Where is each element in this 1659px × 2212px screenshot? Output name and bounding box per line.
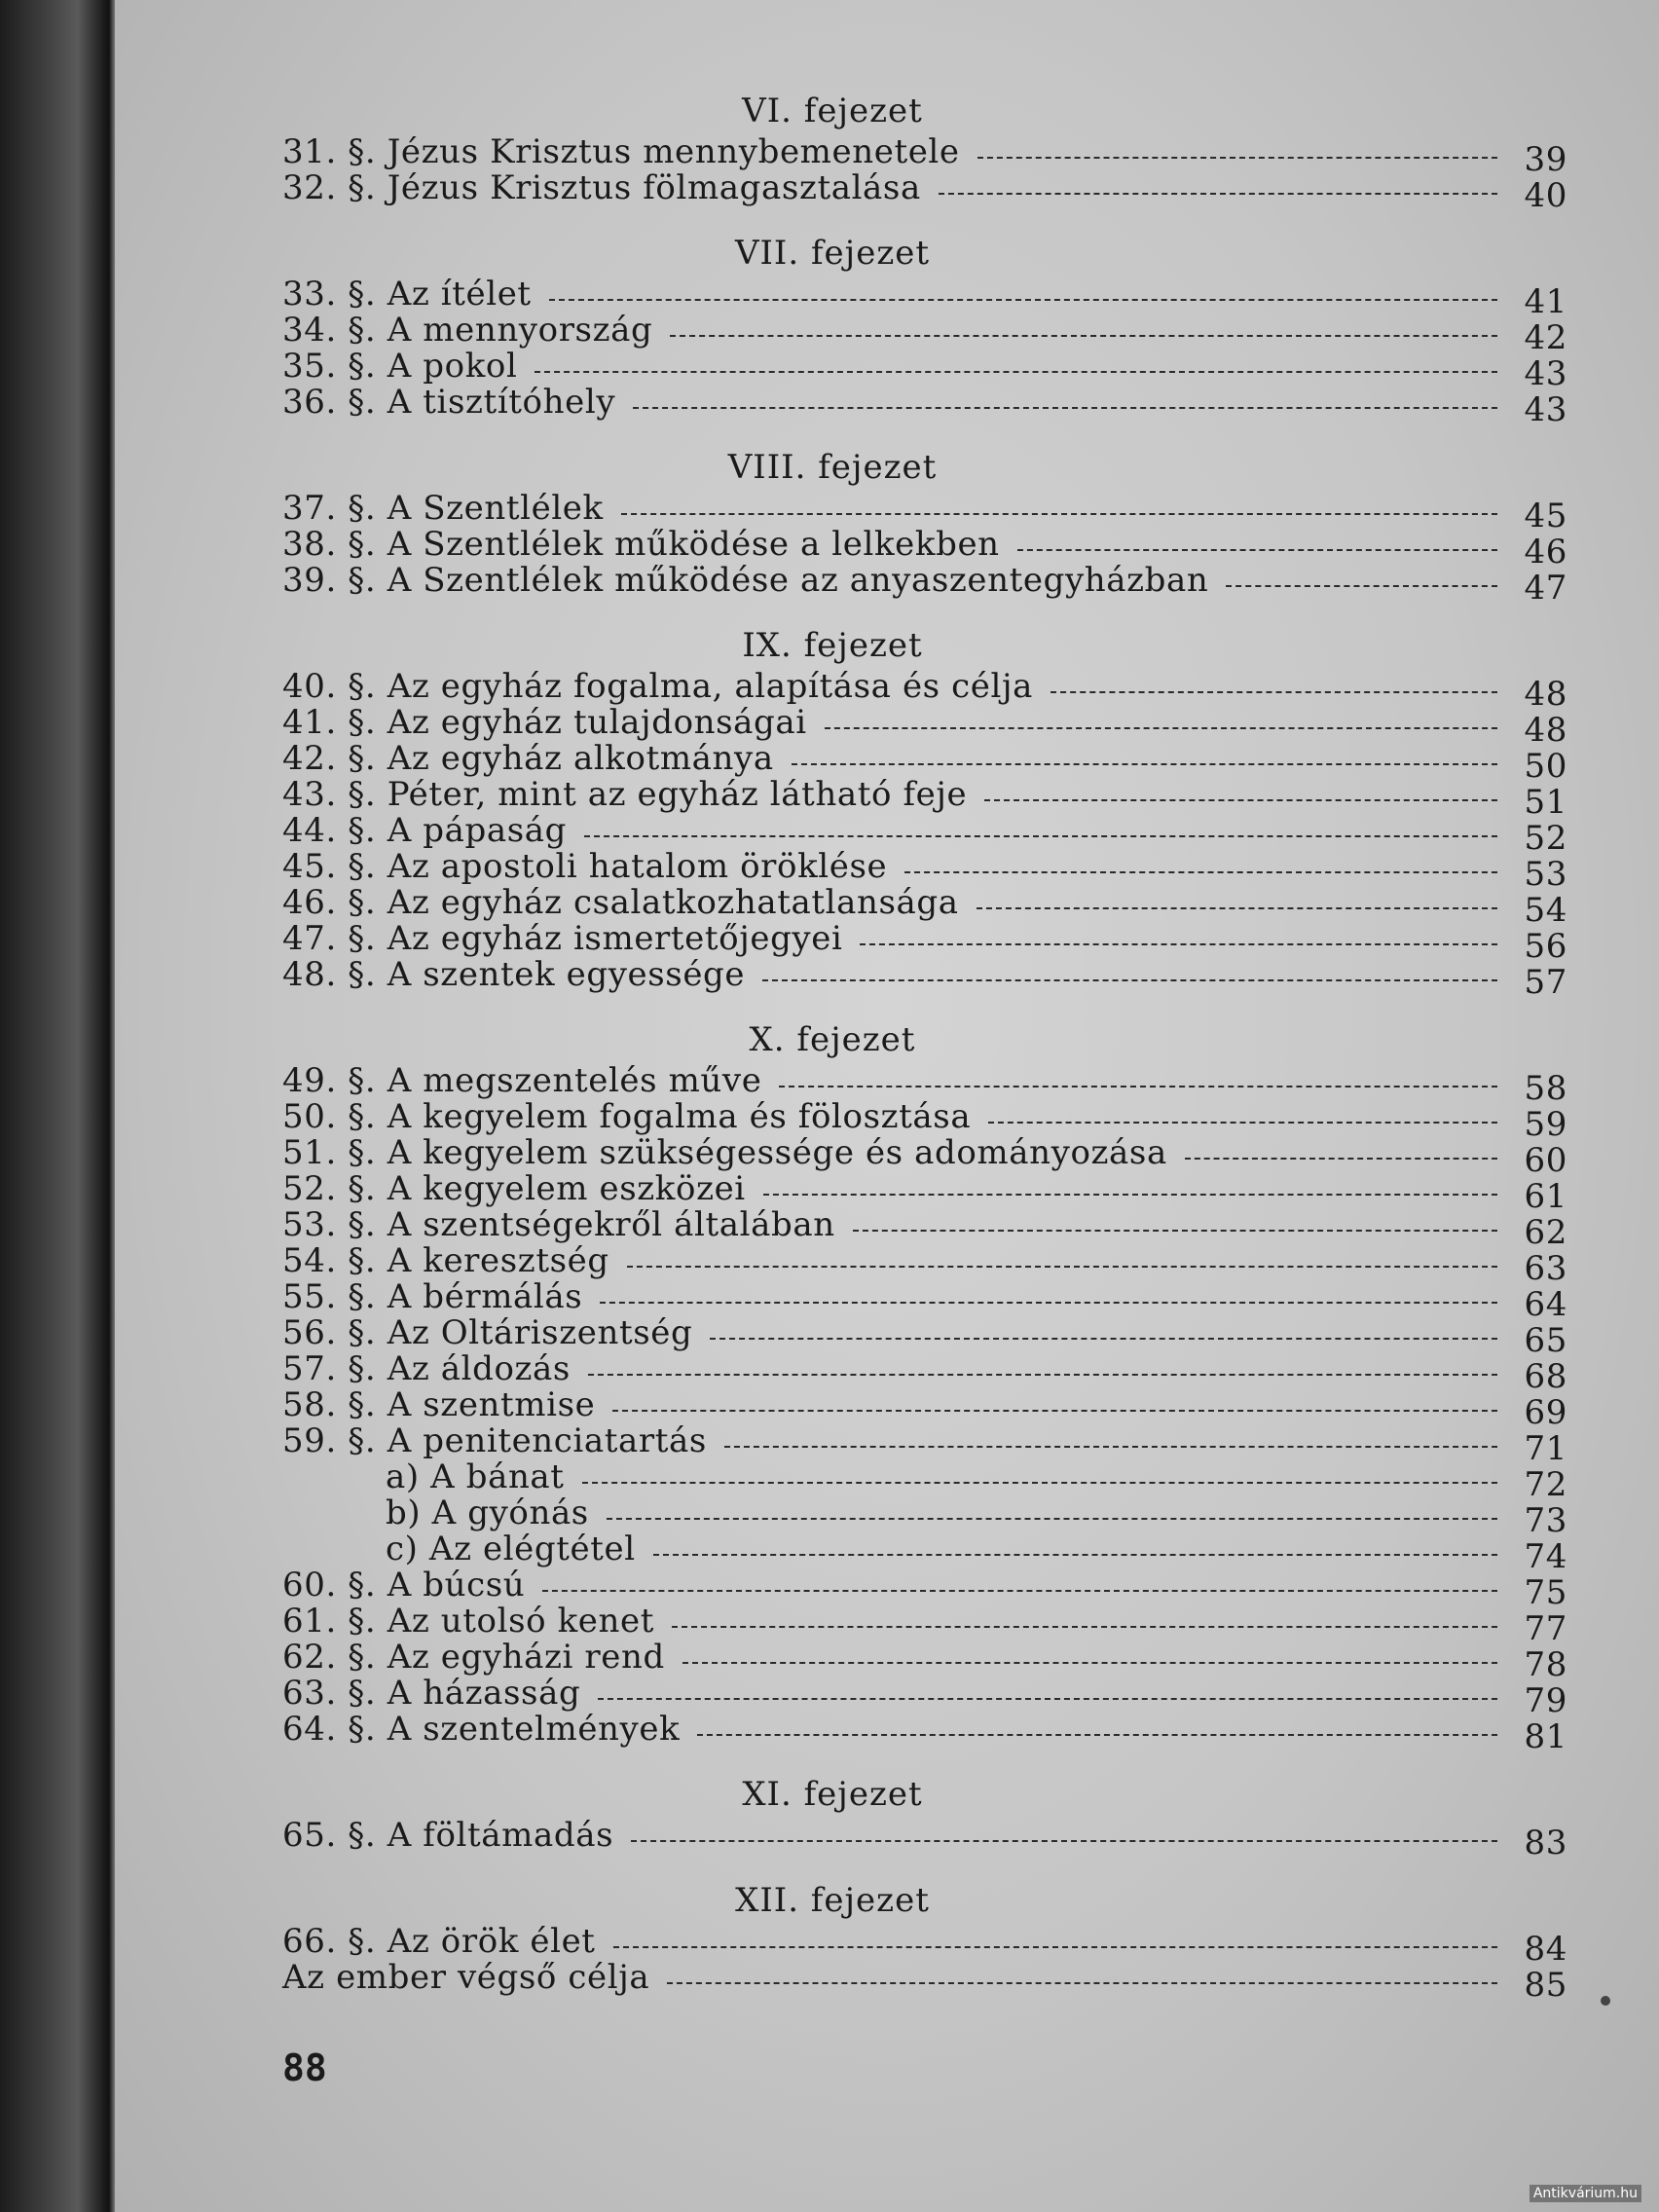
entry-title: 50. §. A kegyelem fogalma és fölosztása (282, 1097, 972, 1136)
entry-page-number: 68 (1524, 1357, 1567, 1396)
toc-entry (282, 1061, 1567, 1108)
entry-page-number: 54 (1524, 891, 1567, 930)
toc-entry (282, 525, 1567, 571)
dash-leader (724, 1446, 1497, 1448)
entry-title: 31. §. Jézus Krisztus mennybemenetele (282, 132, 960, 171)
dash-leader (588, 1374, 1497, 1376)
entry-title: 38. §. A Szentlélek működése a lelkekben (282, 525, 1000, 564)
toc-entry (282, 811, 1567, 858)
toc-entry (282, 1530, 1567, 1576)
chapter-heading: IX. fejezet (742, 626, 923, 665)
toc-entry (282, 1349, 1567, 1396)
dash-leader (710, 1338, 1497, 1340)
entry-page-number: 59 (1524, 1105, 1567, 1144)
dash-leader (853, 1230, 1497, 1232)
dash-leader (697, 1734, 1497, 1736)
toc-entry (282, 1169, 1567, 1216)
entry-title: 46. §. Az egyház csalatkozhatatlansága (282, 883, 959, 922)
toc-entry (282, 667, 1567, 714)
toc-entry (282, 847, 1567, 894)
dash-leader (904, 871, 1497, 873)
entry-page-number: 83 (1524, 1824, 1567, 1862)
watermark: Antikvárium.hu (1530, 2185, 1641, 2202)
section-spacer (282, 1748, 1567, 1771)
entry-title: 33. §. Az ítélet (282, 275, 532, 313)
entry-page-number: 48 (1524, 711, 1567, 750)
dash-leader (763, 1194, 1497, 1196)
entry-title: a) A bánat (386, 1457, 565, 1496)
book-spine (0, 0, 115, 2212)
entry-title: 47. §. Az egyház ismertetőjegyei (282, 919, 843, 958)
dash-leader (613, 1946, 1497, 1948)
entry-title: 64. §. A szentelmények (282, 1710, 681, 1749)
entry-page-number: 50 (1524, 747, 1567, 786)
ink-spot (1601, 1996, 1610, 2006)
dash-leader (939, 193, 1497, 195)
entry-page-number: 85 (1524, 1966, 1567, 2005)
entry-page-number: 39 (1524, 140, 1567, 179)
entry-title: 62. §. Az egyházi rend (282, 1638, 665, 1677)
entry-page-number: 72 (1524, 1465, 1567, 1504)
entry-title: 57. §. Az áldozás (282, 1349, 571, 1388)
dash-leader (1226, 585, 1497, 587)
table-of-contents (282, 88, 1567, 2005)
toc-entry (282, 1602, 1567, 1648)
toc-entry (282, 1710, 1567, 1756)
toc-entry (282, 1958, 1567, 2005)
dash-leader (779, 1086, 1497, 1088)
entry-title: 43. §. Péter, mint az egyház látható feje (282, 775, 968, 814)
entry-title: 54. §. A keresztség (282, 1241, 609, 1280)
toc-entry (282, 132, 1567, 179)
entry-page-number: 71 (1524, 1429, 1567, 1468)
entry-title: 61. §. Az utolsó kenet (282, 1602, 655, 1641)
section-spacer (282, 599, 1567, 622)
toc-entry (282, 168, 1567, 215)
entry-page-number: 43 (1524, 390, 1567, 429)
dash-leader (633, 407, 1497, 409)
dash-leader (670, 335, 1497, 337)
toc-entry (282, 1493, 1567, 1540)
entry-page-number: 56 (1524, 927, 1567, 966)
toc-entry (282, 1922, 1567, 1969)
entry-title: 55. §. A bérmálás (282, 1277, 583, 1316)
toc-entry (282, 311, 1567, 357)
dash-leader (1051, 691, 1497, 693)
section-spacer (282, 993, 1567, 1016)
toc-entry (282, 347, 1567, 393)
chapter-heading: XI. fejezet (742, 1775, 923, 1814)
entry-title: 39. §. A Szentlélek működése az anyaszentegyházban (282, 561, 1209, 600)
toc-entry (282, 703, 1567, 750)
entry-page-number: 58 (1524, 1069, 1567, 1108)
entry-title: 41. §. Az egyház tulajdonságai (282, 703, 807, 742)
dash-leader (762, 979, 1497, 981)
entry-page-number: 48 (1524, 675, 1567, 714)
entry-page-number: 74 (1524, 1537, 1567, 1576)
entry-title: 49. §. A megszentelés műve (282, 1061, 762, 1100)
chapter-heading: XII. fejezet (735, 1881, 930, 1920)
entry-page-number: 75 (1524, 1573, 1567, 1612)
toc-entry (282, 1674, 1567, 1720)
entry-title: c) Az elégtétel (386, 1530, 636, 1568)
dash-leader (584, 835, 1497, 837)
entry-page-number: 51 (1524, 783, 1567, 822)
toc-entry (282, 1457, 1567, 1504)
entry-page-number: 77 (1524, 1609, 1567, 1648)
entry-page-number: 40 (1524, 176, 1567, 215)
dash-leader (984, 799, 1497, 801)
entry-page-number: 43 (1524, 354, 1567, 393)
dash-leader (672, 1626, 1497, 1628)
entry-title: b) A gyónás (386, 1493, 589, 1532)
entry-page-number: 60 (1524, 1141, 1567, 1180)
section-spacer (282, 206, 1567, 230)
toc-entry (282, 1313, 1567, 1360)
toc-entry (282, 1421, 1567, 1468)
entry-page-number: 41 (1524, 282, 1567, 321)
toc-entry (282, 1241, 1567, 1288)
dash-leader (653, 1554, 1497, 1556)
entry-title: 51. §. A kegyelem szükségessége és adományozása (282, 1133, 1167, 1172)
toc-entry (282, 275, 1567, 321)
toc-entry (282, 1638, 1567, 1684)
entry-title: 53. §. A szentségekről általában (282, 1205, 835, 1244)
entry-page-number: 42 (1524, 318, 1567, 357)
entry-title: 44. §. A pápaság (282, 811, 568, 850)
entry-page-number: 84 (1524, 1930, 1567, 1969)
entry-page-number: 62 (1524, 1213, 1567, 1252)
dash-leader (977, 907, 1497, 909)
entry-title: 34. §. A mennyország (282, 311, 653, 350)
dash-leader (621, 513, 1497, 515)
toc-entry (282, 955, 1567, 1002)
dash-leader (612, 1410, 1497, 1412)
entry-page-number: 69 (1524, 1393, 1567, 1432)
toc-entry (282, 1816, 1567, 1862)
entry-title: 65. §. A föltámadás (282, 1816, 614, 1855)
entry-title: 63. §. A házasság (282, 1674, 581, 1713)
dash-leader (1017, 549, 1497, 551)
toc-entry (282, 775, 1567, 822)
dash-leader (682, 1662, 1497, 1664)
entry-title: 52. §. A kegyelem eszközei (282, 1169, 746, 1208)
toc-entry (282, 1566, 1567, 1612)
entry-page-number: 63 (1524, 1249, 1567, 1288)
chapter-heading: X. fejezet (749, 1020, 916, 1059)
dash-leader (598, 1698, 1497, 1700)
toc-entry (282, 561, 1567, 608)
dash-leader (977, 157, 1497, 159)
toc-entry (282, 489, 1567, 535)
entry-page-number: 47 (1524, 569, 1567, 608)
entry-page-number: 64 (1524, 1285, 1567, 1324)
section-spacer (282, 421, 1567, 444)
entry-title: 58. §. A szentmise (282, 1385, 596, 1424)
toc-entry (282, 1277, 1567, 1324)
toc-entry (282, 739, 1567, 786)
dash-leader (1185, 1158, 1497, 1160)
entry-title: 40. §. Az egyház fogalma, alapítása és célja (282, 667, 1033, 706)
toc-entry (282, 919, 1567, 966)
dash-leader (549, 299, 1497, 301)
entry-title: 42. §. Az egyház alkotmánya (282, 739, 774, 778)
entry-title: 56. §. Az Oltáriszentség (282, 1313, 693, 1352)
page-number: 88 (282, 2046, 327, 2089)
dash-leader (600, 1302, 1497, 1304)
entry-title: 32. §. Jézus Krisztus fölmagasztalása (282, 168, 921, 207)
entry-title: 37. §. A Szentlélek (282, 489, 604, 528)
section-spacer (282, 1854, 1567, 1877)
dash-leader (860, 943, 1497, 945)
toc-entry (282, 1385, 1567, 1432)
entry-page-number: 53 (1524, 855, 1567, 894)
dash-leader (535, 371, 1497, 373)
toc-entry (282, 1097, 1567, 1144)
chapter-heading: VII. fejezet (734, 234, 931, 273)
dash-leader (582, 1482, 1497, 1484)
dash-leader (792, 763, 1497, 765)
toc-entry (282, 1133, 1567, 1180)
toc-entry (282, 383, 1567, 429)
entry-page-number: 79 (1524, 1681, 1567, 1720)
entry-title: 59. §. A penitenciatartás (282, 1421, 707, 1460)
chapter-heading: VIII. fejezet (727, 448, 938, 487)
entry-title: 48. §. A szentek egyessége (282, 955, 746, 994)
toc-entry (282, 1205, 1567, 1252)
chapter-heading: VI. fejezet (742, 92, 923, 130)
entry-page-number: 45 (1524, 497, 1567, 535)
entry-title: 66. §. Az örök élet (282, 1922, 596, 1961)
entry-page-number: 52 (1524, 819, 1567, 858)
entry-page-number: 61 (1524, 1177, 1567, 1216)
entry-title: 45. §. Az apostoli hatalom öröklése (282, 847, 888, 886)
dash-leader (542, 1590, 1497, 1592)
entry-page-number: 73 (1524, 1501, 1567, 1540)
entry-title: 60. §. A búcsú (282, 1566, 526, 1604)
dash-leader (988, 1122, 1497, 1124)
entry-page-number: 46 (1524, 533, 1567, 571)
toc-entry (282, 883, 1567, 930)
entry-title: 35. §. A pokol (282, 347, 518, 386)
entry-title: Az ember végső célja (282, 1958, 650, 1997)
entry-page-number: 81 (1524, 1717, 1567, 1756)
dash-leader (825, 727, 1497, 729)
entry-title: 36. §. A tisztítóhely (282, 383, 616, 422)
dash-leader (627, 1266, 1497, 1268)
dash-leader (631, 1840, 1497, 1842)
dash-leader (607, 1518, 1497, 1520)
entry-page-number: 65 (1524, 1321, 1567, 1360)
entry-page-number: 57 (1524, 963, 1567, 1002)
dash-leader (667, 1982, 1497, 1984)
entry-page-number: 78 (1524, 1645, 1567, 1684)
